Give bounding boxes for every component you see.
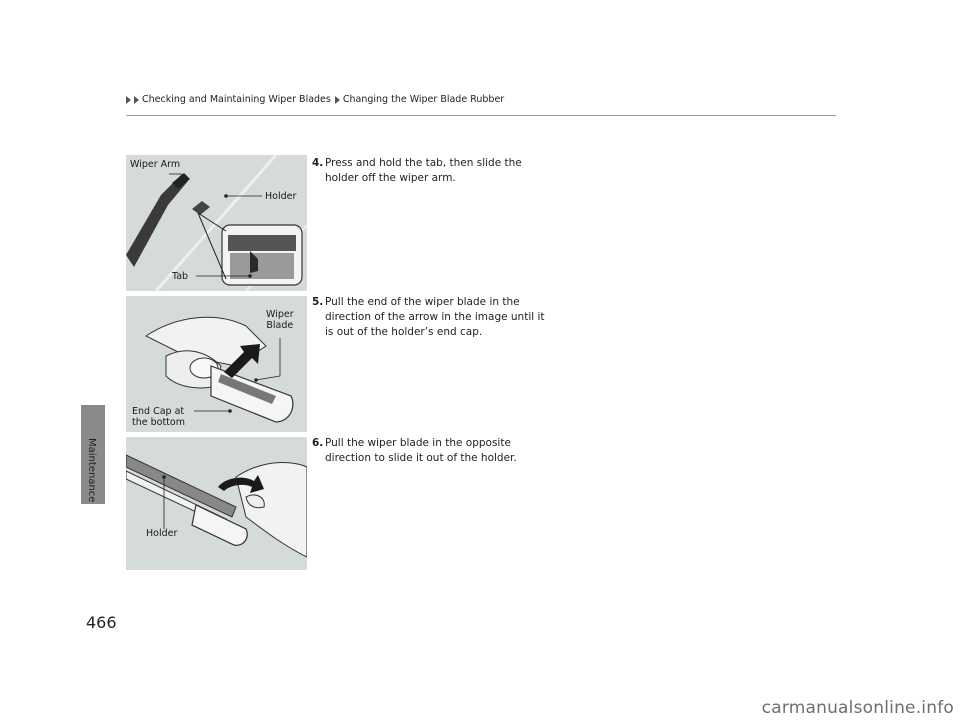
step-line: holder off the wiper arm. — [325, 172, 456, 184]
triangle-right-icon — [134, 96, 139, 104]
callout-end-cap-line1: End Cap at — [132, 406, 185, 417]
watermark: carmanualsonline.info — [761, 698, 954, 718]
step-line: direction to slide it out of the holder. — [325, 452, 517, 464]
figure-blade-removal — [126, 437, 307, 570]
breadcrumb-item[interactable]: Checking and Maintaining Wiper Blades — [142, 94, 331, 105]
step-5 — [312, 295, 572, 340]
breadcrumb — [126, 94, 504, 105]
step-number: 5. — [312, 296, 324, 308]
triangle-right-icon — [335, 96, 340, 104]
callout-wiper-arm: Wiper Arm — [130, 159, 181, 170]
callout-wiper-blade-line2: Blade — [266, 320, 294, 331]
step-4 — [312, 156, 572, 186]
callout-holder: Holder — [146, 528, 178, 539]
step-line: Pull the wiper blade in the opposite — [325, 437, 511, 449]
header-rule — [126, 115, 836, 116]
triangle-right-icon — [126, 96, 131, 104]
callout-tab: Tab — [172, 271, 189, 282]
step-number: 6. — [312, 437, 324, 449]
step-6 — [312, 436, 572, 466]
blade-removal-illustration — [126, 437, 307, 570]
step-number: 4. — [312, 157, 324, 169]
step-line: is out of the holder’s end cap. — [325, 326, 483, 338]
step-line: direction of the arrow in the image until it — [325, 311, 545, 323]
step-line: Pull the end of the wiper blade in the — [325, 296, 520, 308]
callout-wiper-blade — [266, 309, 294, 331]
callout-end-cap — [132, 406, 185, 428]
page-number: 466 — [86, 613, 117, 632]
callout-end-cap-line2: the bottom — [132, 417, 185, 428]
breadcrumb-item[interactable]: Changing the Wiper Blade Rubber — [342, 94, 505, 105]
section-label: Maintenance — [86, 438, 97, 503]
wiper-arm-illustration — [126, 155, 307, 291]
callout-wiper-blade-line1: Wiper — [266, 309, 294, 320]
step-line: Press and hold the tab, then slide the — [325, 157, 522, 169]
callout-holder: Holder — [265, 191, 297, 202]
figure-wiper-blade-end-cap — [126, 296, 307, 432]
figure-wiper-arm-holder — [126, 155, 307, 291]
